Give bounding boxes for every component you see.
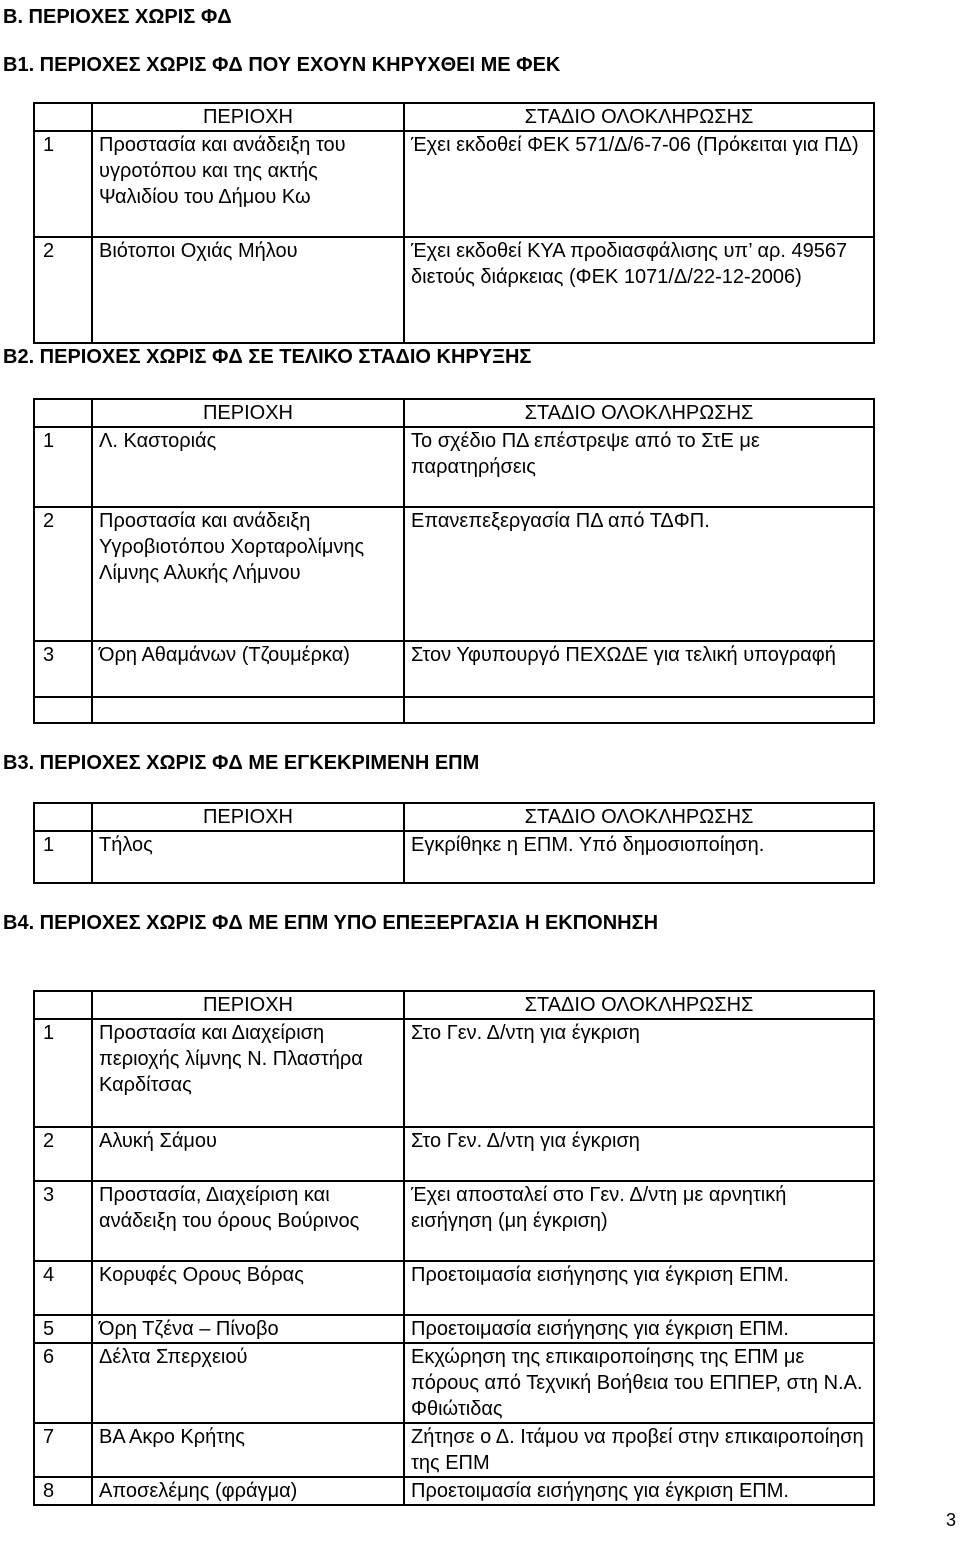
area-cell: Δέλτα Σπερχειού — [92, 1343, 404, 1423]
area-cell: Όρη Αθαμάνων (Τζουμέρκα) — [92, 641, 404, 697]
header-cell-status: ΣΤΑΔΙΟ ΟΛΟΚΛΗΡΩΣΗΣ — [404, 991, 874, 1019]
header-cell-area: ΠΕΡΙΟΧΗ — [92, 399, 404, 427]
row-number: 1 — [34, 1019, 92, 1127]
row-number: 2 — [34, 237, 92, 343]
row-number: 1 — [34, 831, 92, 883]
table-b1 — [33, 102, 875, 344]
row-number: 5 — [34, 1315, 92, 1343]
table-header-row — [34, 103, 874, 131]
table-row — [34, 1261, 874, 1315]
section-heading-b: B. ΠΕΡΙΟΧΕΣ ΧΩΡΙΣ ΦΔ — [3, 6, 232, 28]
status-cell: Εγκρίθηκε η ΕΠΜ. Υπό δημοσιοποίηση. — [404, 831, 874, 883]
table-row — [34, 427, 874, 507]
section-heading-b4: B4. ΠΕΡΙΟΧΕΣ ΧΩΡΙΣ ΦΔ ΜΕ ΕΠΜ ΥΠΟ ΕΠΕΞΕΡΓΑΣΙΑ Η ΕΚΠΟΝΗΣΗ — [3, 912, 659, 934]
status-cell: Έχει αποσταλεί στο Γεν. Δ/ντη με αρνητική εισήγηση (μη έγκριση) — [404, 1181, 874, 1261]
area-cell: ΒΑ Ακρο Κρήτης — [92, 1423, 404, 1477]
table-row — [34, 831, 874, 883]
area-cell: Αποσελέμης (φράγμα) — [92, 1477, 404, 1505]
header-cell-status: ΣΤΑΔΙΟ ΟΛΟΚΛΗΡΩΣΗΣ — [404, 399, 874, 427]
table-row-empty — [34, 697, 874, 723]
section-heading-b2: B2. ΠΕΡΙΟΧΕΣ ΧΩΡΙΣ ΦΔ ΣΕ ΤΕΛΙΚΟ ΣΤΑΔΙΟ ΚΗΡΥΞΗΣ — [3, 346, 532, 368]
status-cell: Επανεπεξεργασία ΠΔ από ΤΔΦΠ. — [404, 507, 874, 641]
table-row — [34, 131, 874, 237]
header-cell-empty — [34, 399, 92, 427]
section-heading-b1: B1. ΠΕΡΙΟΧΕΣ ΧΩΡΙΣ ΦΔ ΠΟΥ ΕΧΟΥΝ ΚΗΡΥΧΘΕΙ ΜΕ ΦΕΚ — [3, 54, 561, 76]
table-header-row — [34, 991, 874, 1019]
status-cell: Έχει εκδοθεί ΚΥΑ προδιασφάλισης υπ’ αρ. 49567 διετούς διάρκειας (ΦΕΚ 1071/Δ/22-12-2006) — [404, 237, 874, 343]
status-cell: Έχει εκδοθεί ΦΕΚ 571/Δ/6-7-06 (Πρόκειται για ΠΔ) — [404, 131, 874, 237]
table-b2 — [33, 398, 875, 724]
area-cell: Προστασία, Διαχείριση και ανάδειξη του όρους Βούρινος — [92, 1181, 404, 1261]
status-cell: Προετοιμασία εισήγησης για έγκριση ΕΠΜ. — [404, 1477, 874, 1505]
header-cell-status: ΣΤΑΔΙΟ ΟΛΟΚΛΗΡΩΣΗΣ — [404, 803, 874, 831]
row-number: 3 — [34, 641, 92, 697]
table-row — [34, 1423, 874, 1477]
area-cell: Προστασία και ανάδειξη Υγροβιοτόπου Χορταρολίμνης Λίμνης Αλυκής Λήμνου — [92, 507, 404, 641]
table-row — [34, 641, 874, 697]
area-cell: Κορυφές Ορους Βόρας — [92, 1261, 404, 1315]
row-number: 4 — [34, 1261, 92, 1315]
empty-cell — [404, 697, 874, 723]
section-heading-b3: B3. ΠΕΡΙΟΧΕΣ ΧΩΡΙΣ ΦΔ ΜΕ ΕΓΚΕΚΡΙΜΕΝΗ ΕΠΜ — [3, 752, 480, 774]
area-cell: Τήλος — [92, 831, 404, 883]
table-b4 — [33, 990, 875, 1506]
table-header-row — [34, 399, 874, 427]
table-row — [34, 237, 874, 343]
row-number: 7 — [34, 1423, 92, 1477]
row-number: 2 — [34, 1127, 92, 1181]
empty-cell — [92, 697, 404, 723]
row-number: 1 — [34, 131, 92, 237]
table-b3 — [33, 802, 875, 884]
table-row — [34, 1181, 874, 1261]
empty-cell — [34, 697, 92, 723]
row-number: 2 — [34, 507, 92, 641]
header-cell-status: ΣΤΑΔΙΟ ΟΛΟΚΛΗΡΩΣΗΣ — [404, 103, 874, 131]
row-number: 6 — [34, 1343, 92, 1423]
area-cell: Βιότοποι Οχιάς Μήλου — [92, 237, 404, 343]
area-cell: Όρη Τζένα – Πίνοβο — [92, 1315, 404, 1343]
status-cell: Εκχώρηση της επικαιροποίησης της ΕΠΜ με πόρους από Τεχνική Βοήθεια του ΕΠΠΕΡ, στη Ν.Α. Φθιώτιδας — [404, 1343, 874, 1423]
table-row — [34, 1127, 874, 1181]
area-cell: Λ. Καστοριάς — [92, 427, 404, 507]
header-cell-area: ΠΕΡΙΟΧΗ — [92, 991, 404, 1019]
status-cell: Το σχέδιο ΠΔ επέστρεψε από το ΣτΕ με παρατηρήσεις — [404, 427, 874, 507]
table-row — [34, 507, 874, 641]
status-cell: Προετοιμασία εισήγησης για έγκριση ΕΠΜ. — [404, 1261, 874, 1315]
table-row — [34, 1477, 874, 1505]
area-cell: Αλυκή Σάμου — [92, 1127, 404, 1181]
page-number: 3 — [945, 1510, 956, 1530]
area-cell: Προστασία και ανάδειξη του υγροτόπου και της ακτής Ψαλιδίου του Δήμου Κω — [92, 131, 404, 237]
table-row — [34, 1315, 874, 1343]
header-cell-empty — [34, 991, 92, 1019]
header-cell-empty — [34, 103, 92, 131]
status-cell: Ζήτησε ο Δ. Ιτάμου να προβεί στην επικαιροποίηση της ΕΠΜ — [404, 1423, 874, 1477]
row-number: 8 — [34, 1477, 92, 1505]
area-cell: Προστασία και Διαχείριση περιοχής λίμνης Ν. Πλαστήρα Καρδίτσας — [92, 1019, 404, 1127]
status-cell: Στον Υφυπουργό ΠΕΧΩΔΕ για τελική υπογραφή — [404, 641, 874, 697]
header-cell-area: ΠΕΡΙΟΧΗ — [92, 803, 404, 831]
status-cell: Προετοιμασία εισήγησης για έγκριση ΕΠΜ. — [404, 1315, 874, 1343]
status-cell: Στο Γεν. Δ/ντη για έγκριση — [404, 1019, 874, 1127]
header-cell-area: ΠΕΡΙΟΧΗ — [92, 103, 404, 131]
table-row — [34, 1019, 874, 1127]
status-cell: Στο Γεν. Δ/ντη για έγκριση — [404, 1127, 874, 1181]
table-row — [34, 1343, 874, 1423]
table-header-row — [34, 803, 874, 831]
row-number: 3 — [34, 1181, 92, 1261]
header-cell-empty — [34, 803, 92, 831]
row-number: 1 — [34, 427, 92, 507]
